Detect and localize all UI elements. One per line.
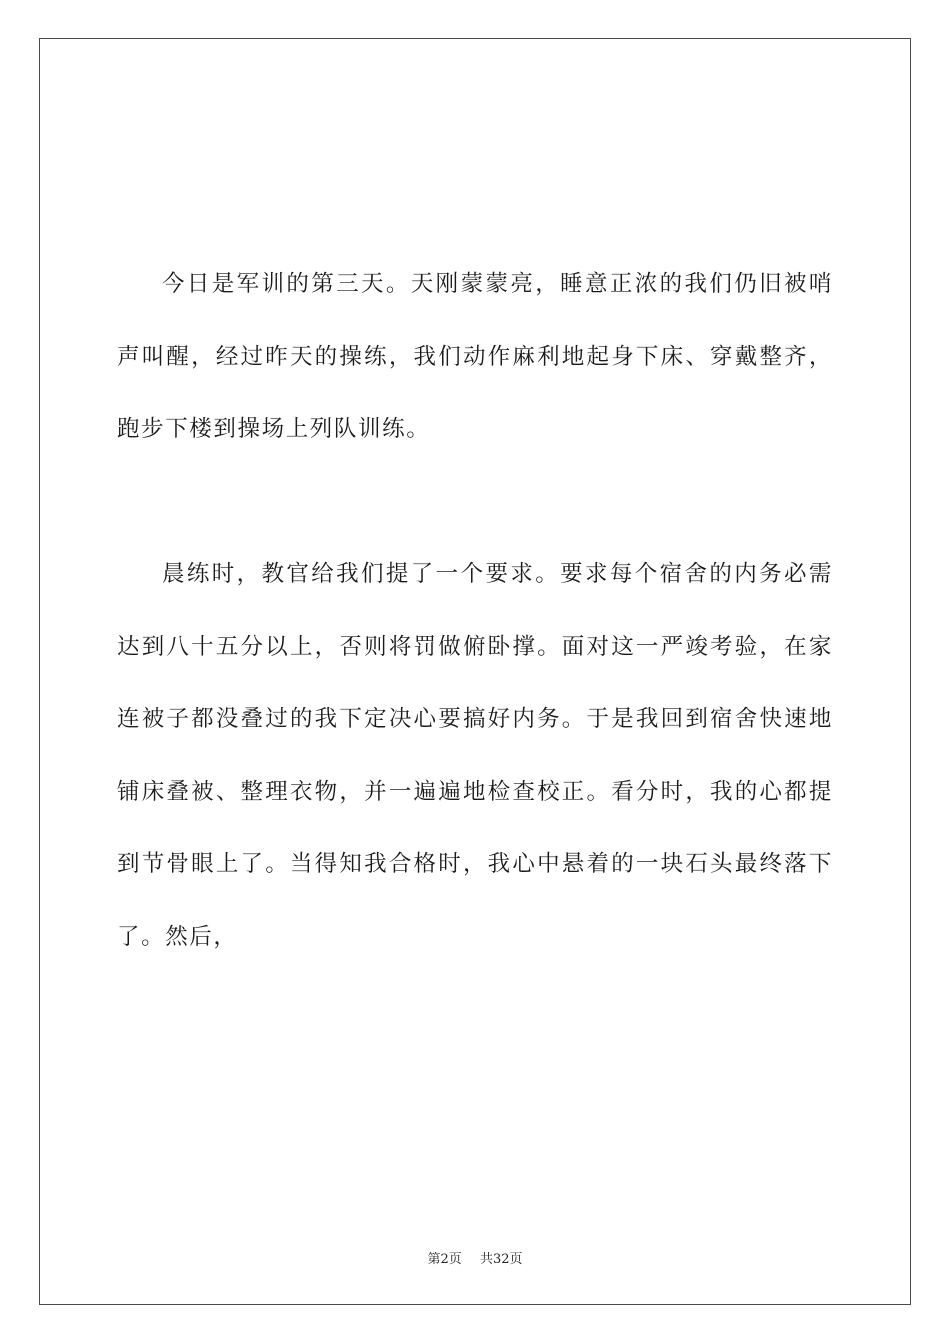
page-number: 第2页 [427,1252,462,1267]
page-total: 共32页 [479,1252,523,1267]
page-footer [0,1248,950,1267]
paragraph: 晨练时，教官给我们提了一个要求。要求每个宿舍的内务必需达到八十五分以上，否则将罚做俯卧撑。面对这一严竣考验，在家连被子都没叠过的我下定决心要搞好内务。于是我回到宿舍快速地铺床叠被、整理衣物，并一遍遍地检查校正。看分时，我的心都提到节骨眼上了。当得知我合格时，我心中悬着的一块石头最终落下了。然后， [117,561,833,950]
paragraph: 今日是军训的第三天。天刚蒙蒙亮，睡意正浓的我们仍旧被哨声叫醒，经过昨天的操练，我们动作麻利地起身下床、穿戴整齐，跑步下楼到操场上列队训练。 [117,271,833,442]
document-body [117,248,833,973]
